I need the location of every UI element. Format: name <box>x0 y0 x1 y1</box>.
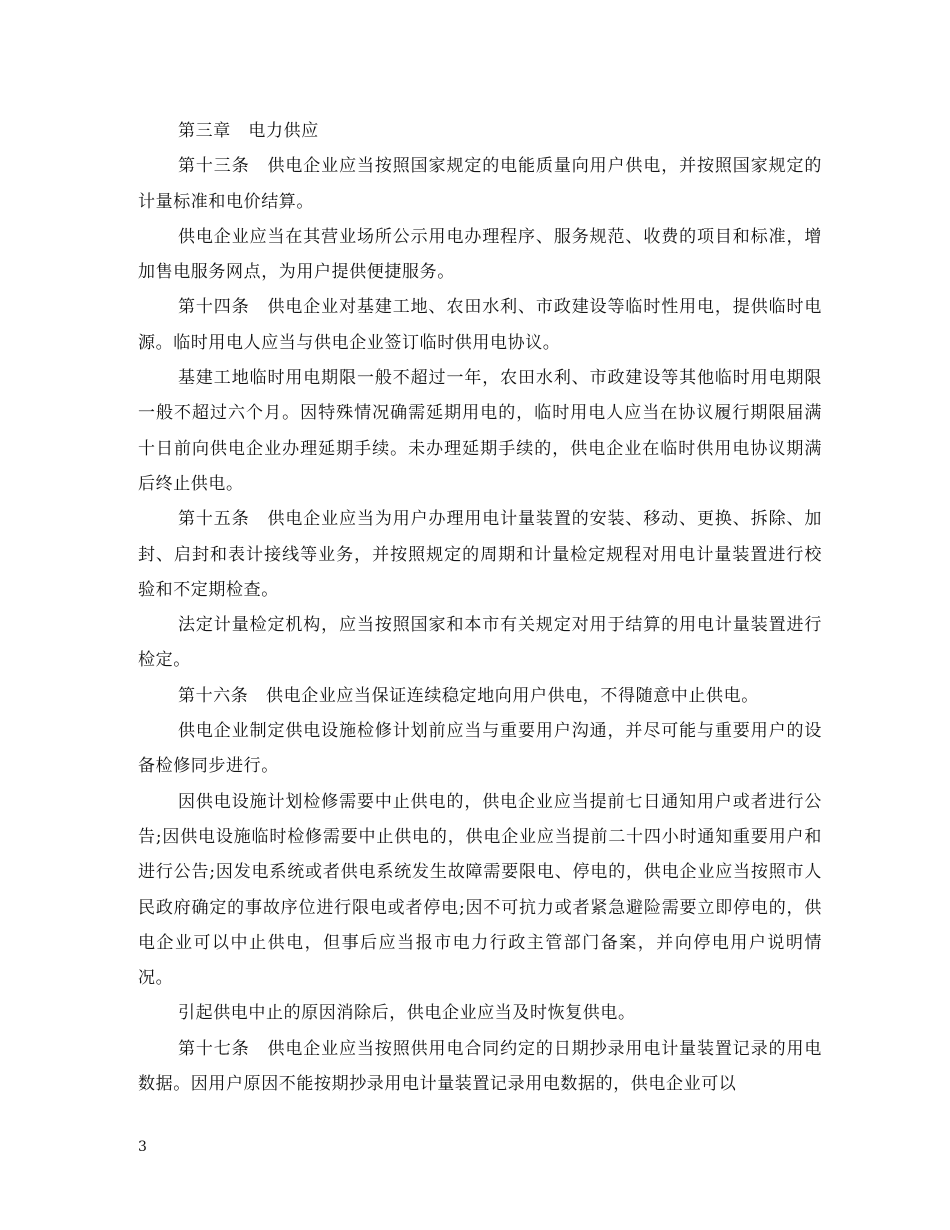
article-14-paragraph-2: 基建工地临时用电期限一般不超过一年，农田水利、市政建设等其他临时用电期限一般不超过六个月。因特殊情况确需延期用电的，临时用电人应当在协议履行期限届满十日前向供电企业办理延期手续。未办理延期手续的，供电企业在临时供用电协议期满后终止供电。 <box>138 368 822 494</box>
article-15-paragraph-2: 法定计量检定机构，应当按照国家和本市有关规定对用于结算的用电计量装置进行检定。 <box>138 615 822 671</box>
chapter-heading: 第三章 电力供应 <box>178 121 319 141</box>
article-16-paragraph-3: 因供电设施计划检修需要中止供电的，供电企业应当提前七日通知用户或者进行公告;因供电设施临时检修需要中止供电的，供电企业应当提前二十四小时通知重要用户和进行公告;因发电系统或者供电系统发生故障需要限电、停电的，供电企业应当按照市人民政府确定的事故序位进行限电或者停电;因不可抗力或者紧急避险需要立即停电的，供电企业可以中止供电，但事后应当报市电力行政主管部门备案，并向停电用户说明情况。 <box>138 791 822 989</box>
article-14: 第十四条 供电企业对基建工地、农田水利、市政建设等临时性用电，提供临时电源。临时用电人应当与供电企业签订临时供用电协议。 <box>138 297 822 353</box>
article-16-paragraph-2: 供电企业制定供电设施检修计划前应当与重要用户沟通，并尽可能与重要用户的设备检修同步进行。 <box>138 721 822 777</box>
article-13-paragraph-2: 供电企业应当在其营业场所公示用电办理程序、服务规范、收费的项目和标准，增加售电服务网点，为用户提供便捷服务。 <box>138 226 822 283</box>
article-16: 第十六条 供电企业应当保证连续稳定地向用户供电，不得随意中止供电。 <box>178 685 759 706</box>
document-body <box>138 114 822 1102</box>
article-16-paragraph-4: 引起供电中止的原因消除后，供电企业应当及时恢复供电。 <box>178 1003 636 1024</box>
article-17: 第十七条 供电企业应当按照供用电合同约定的日期抄录用电计量装置记录的用电数据。因用户原因不能按期抄录用电计量装置记录用电数据的，供电企业可以 <box>138 1038 822 1095</box>
article-13: 第十三条 供电企业应当按照国家规定的电能质量向用户供电，并按照国家规定的计量标准和电价结算。 <box>138 156 822 212</box>
page-number: 3 <box>138 1139 147 1155</box>
article-15: 第十五条 供电企业应当为用户办理用电计量装置的安装、移动、更换、拆除、加封、启封和表计接线等业务，并按照规定的周期和计量检定规程对用电计量装置进行校验和不定期检查。 <box>138 509 822 600</box>
